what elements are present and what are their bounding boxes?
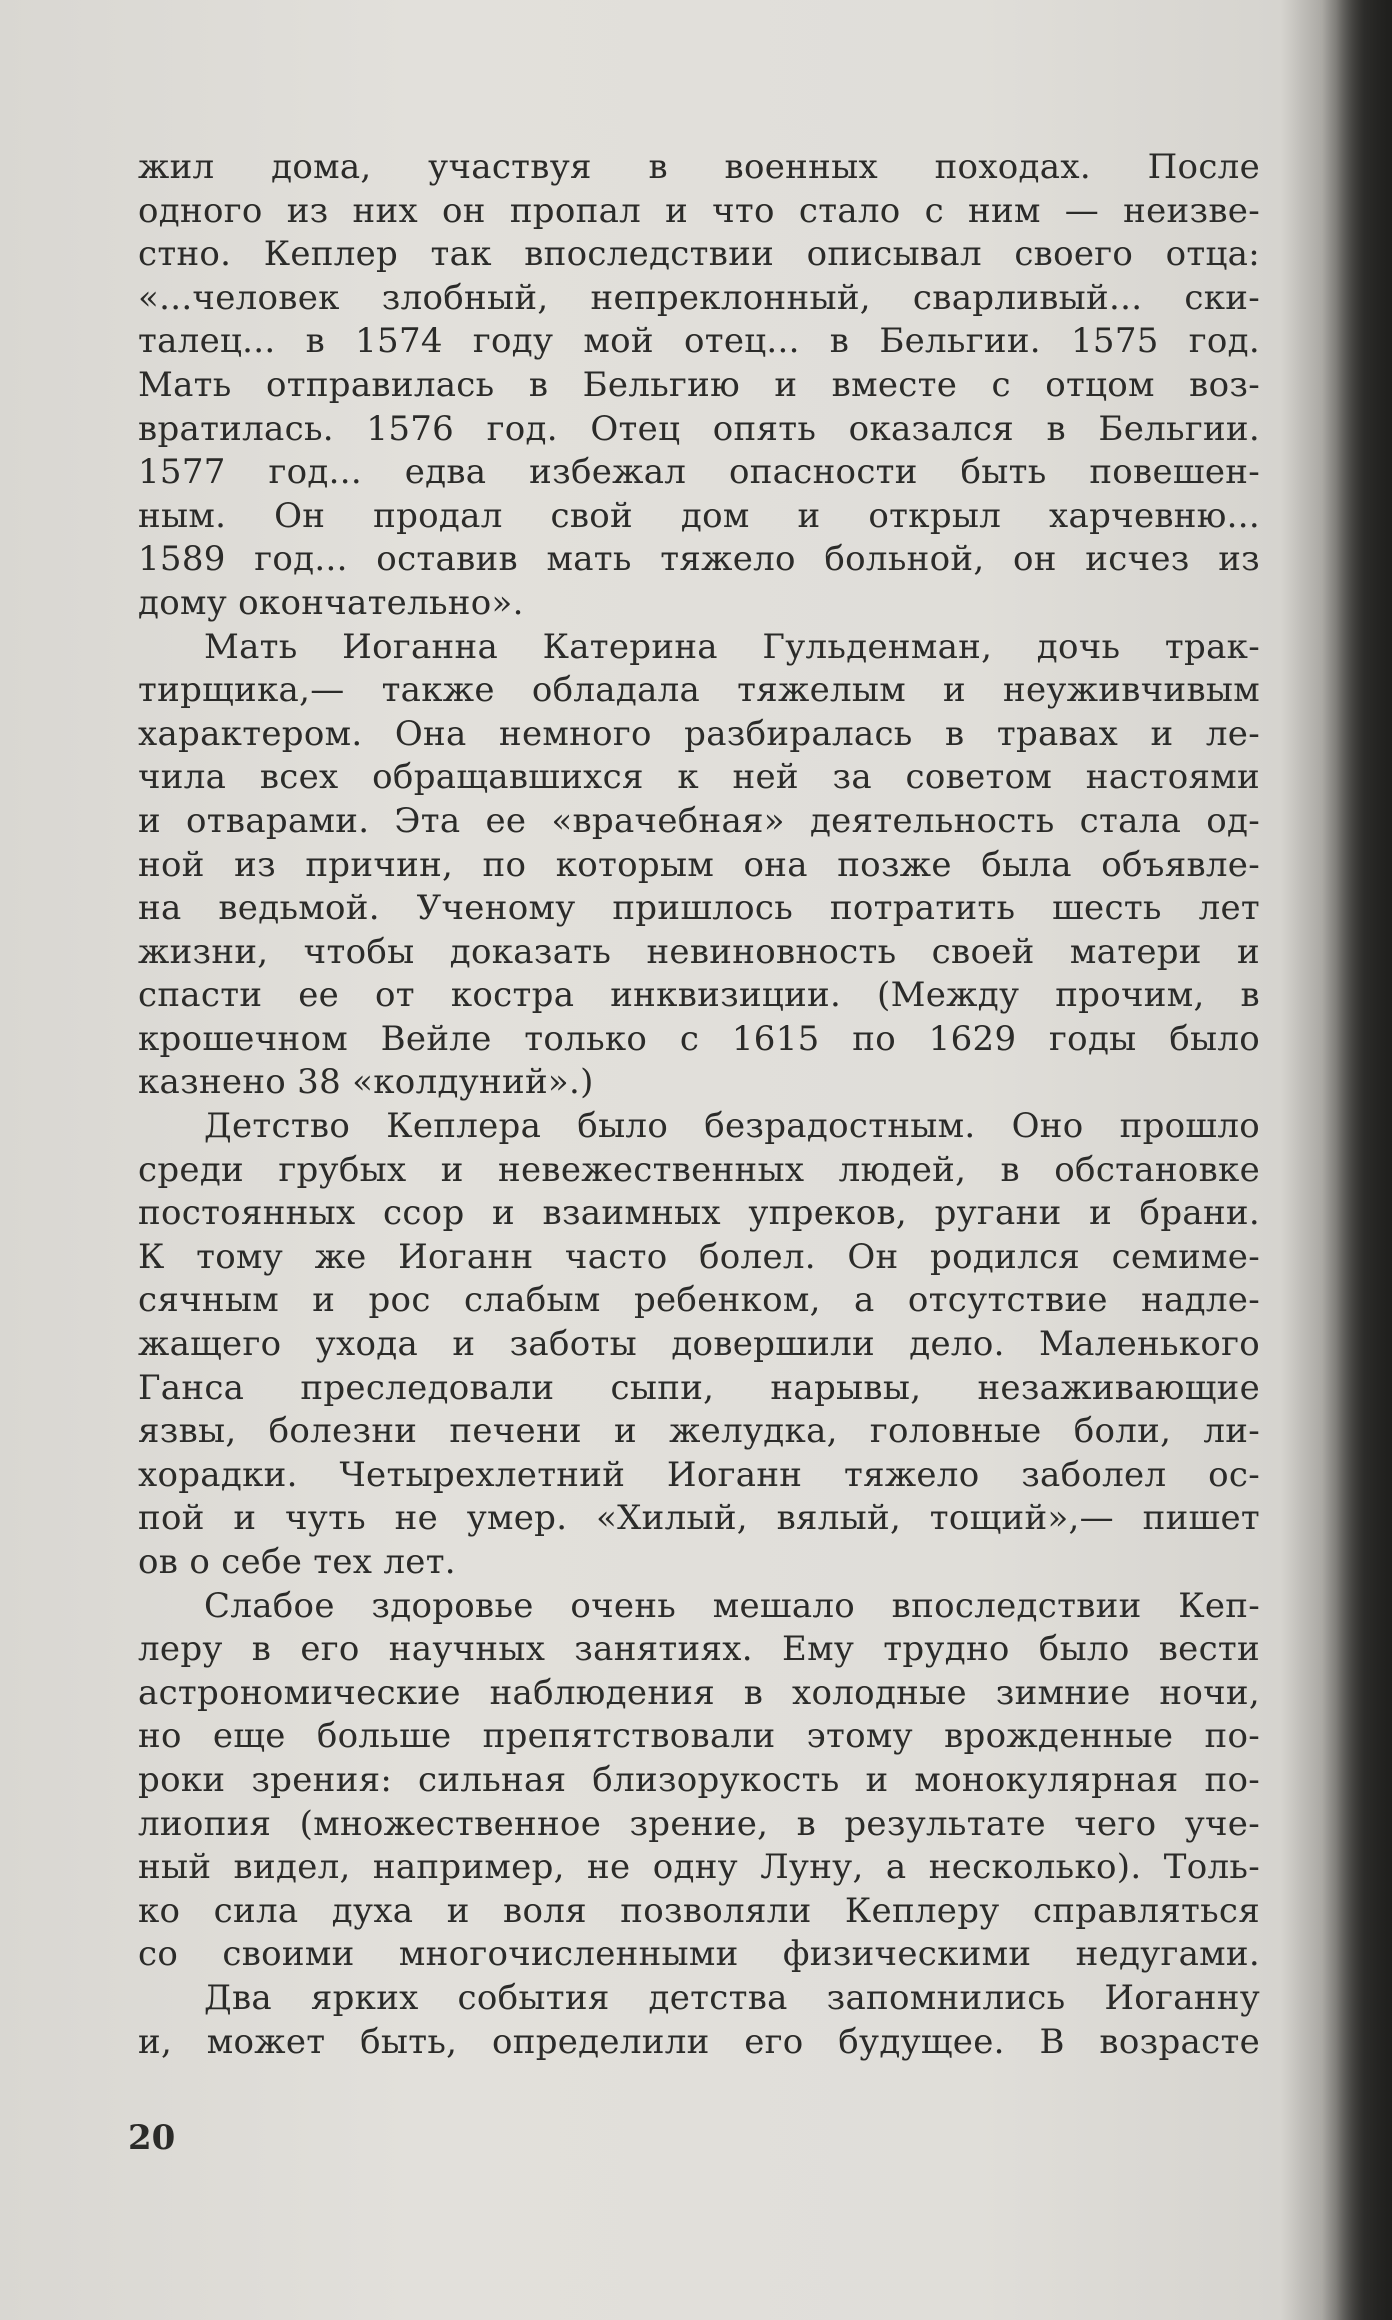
- text-line: вратилась. 1576 год. Отец опять оказался в Бельгии.: [138, 408, 1260, 449]
- text-line: лиопия (множественное зрение, в результате чего уче-: [138, 1803, 1260, 1844]
- text-line: дому окончательно».: [138, 582, 524, 623]
- text-line: жизни, чтобы доказать невиновность своей матери и: [138, 931, 1260, 972]
- binding-shadow: [1322, 0, 1392, 2320]
- text-line: ной из причин, по которым она позже была объявле-: [138, 844, 1260, 885]
- text-line: характером. Она немного разбиралась в травах и ле-: [138, 713, 1260, 754]
- text-line: на ведьмой. Ученому пришлось потратить шесть лет: [138, 888, 1260, 929]
- text-line: ов о себе тех лет.: [138, 1542, 456, 1582]
- text-line: Слабое здоровье очень мешало впоследствии Кеп-: [204, 1585, 1260, 1626]
- body-text: [138, 146, 1260, 2064]
- text-line: роки зрения: сильная близорукость и монокулярная по-: [138, 1759, 1260, 1800]
- text-line: ный видел, например, не одну Луну, а несколько). Толь-: [138, 1847, 1260, 1888]
- text-line: Два ярких события детства запомнились Иоганну: [204, 1977, 1260, 2018]
- text-line: ко сила духа и воля позволяли Кеплеру справляться: [138, 1890, 1260, 1931]
- text-line: Ганса преследовали сыпи, нарывы, незаживающие: [138, 1367, 1260, 1408]
- text-line: тирщика,— также обладала тяжелым и неуживчивым: [138, 670, 1260, 711]
- text-line: 1577 год... едва избежал опасности быть повешен-: [138, 452, 1260, 493]
- text-line: 1589 год... оставив мать тяжело больной, он исчез из: [138, 539, 1260, 580]
- text-line: пой и чуть не умер. «Хилый, вялый, тощий»,— пишет: [138, 1498, 1260, 1539]
- paragraph-2: [138, 626, 1260, 1106]
- text-line: постоянных ссор и взаимных упреков, ругани и брани.: [138, 1193, 1260, 1234]
- text-line: хорадки. Четырехлетний Иоганн тяжело заболел ос-: [138, 1454, 1260, 1495]
- text-line: со своими многочисленными физическими недугами.: [138, 1934, 1260, 1975]
- text-line: сячным и рос слабым ребенком, а отсутствие надле-: [138, 1280, 1260, 1321]
- text-line: жил дома, участвуя в военных походах. После: [138, 147, 1260, 187]
- text-line: Мать отправилась в Бельгию и вместе с отцом воз-: [138, 364, 1260, 405]
- text-line: Мать Иоганна Катерина Гульденман, дочь трак-: [204, 626, 1260, 667]
- text-line: леру в его научных занятиях. Ему трудно было вести: [138, 1629, 1260, 1670]
- text-line: стно. Кеплер так впоследствии описывал своего отца:: [138, 234, 1260, 275]
- text-line: и, может быть, определили его будущее. В возрасте: [138, 2021, 1260, 2062]
- text-line: и отварами. Эта ее «врачебная» деятельность стала од-: [138, 800, 1260, 841]
- text-line: чила всех обращавшихся к ней за советом настоями: [138, 757, 1260, 798]
- paragraph-3: [138, 1105, 1260, 1585]
- paragraph-1: [138, 146, 1260, 626]
- text-line: талец... в 1574 году мой отец... в Бельгии. 1575 год.: [138, 321, 1260, 362]
- text-line: но еще больше препятствовали этому врожденные по-: [138, 1716, 1260, 1757]
- text-line: казнено 38 «колдуний».): [138, 1062, 594, 1103]
- text-line: ным. Он продал свой дом и открыл харчевню...: [138, 495, 1260, 536]
- text-line: крошечном Вейле только с 1615 по 1629 годы было: [138, 1018, 1260, 1059]
- text-line: жащего ухода и заботы довершили дело. Маленького: [138, 1324, 1260, 1365]
- text-line: одного из них он пропал и что стало с ним — неизве-: [138, 190, 1260, 231]
- text-line: астрономические наблюдения в холодные зимние ночи,: [138, 1672, 1260, 1713]
- text-line: спасти ее от костра инквизиции. (Между прочим, в: [138, 975, 1260, 1016]
- text-line: язвы, болезни печени и желудка, головные боли, ли-: [138, 1411, 1260, 1452]
- text-line: среди грубых и невежественных людей, в обстановке: [138, 1149, 1260, 1190]
- paragraph-4: [138, 1585, 1260, 1977]
- text-line: Детство Кеплера было безрадостным. Оно прошло: [204, 1106, 1260, 1147]
- text-line: К тому же Иоганн часто болел. Он родился семиме-: [138, 1236, 1260, 1277]
- text-line: «...человек злобный, непреклонный, сварливый... ски-: [138, 277, 1260, 318]
- paragraph-5: [138, 1977, 1260, 2064]
- page-number: 20: [128, 2118, 176, 2158]
